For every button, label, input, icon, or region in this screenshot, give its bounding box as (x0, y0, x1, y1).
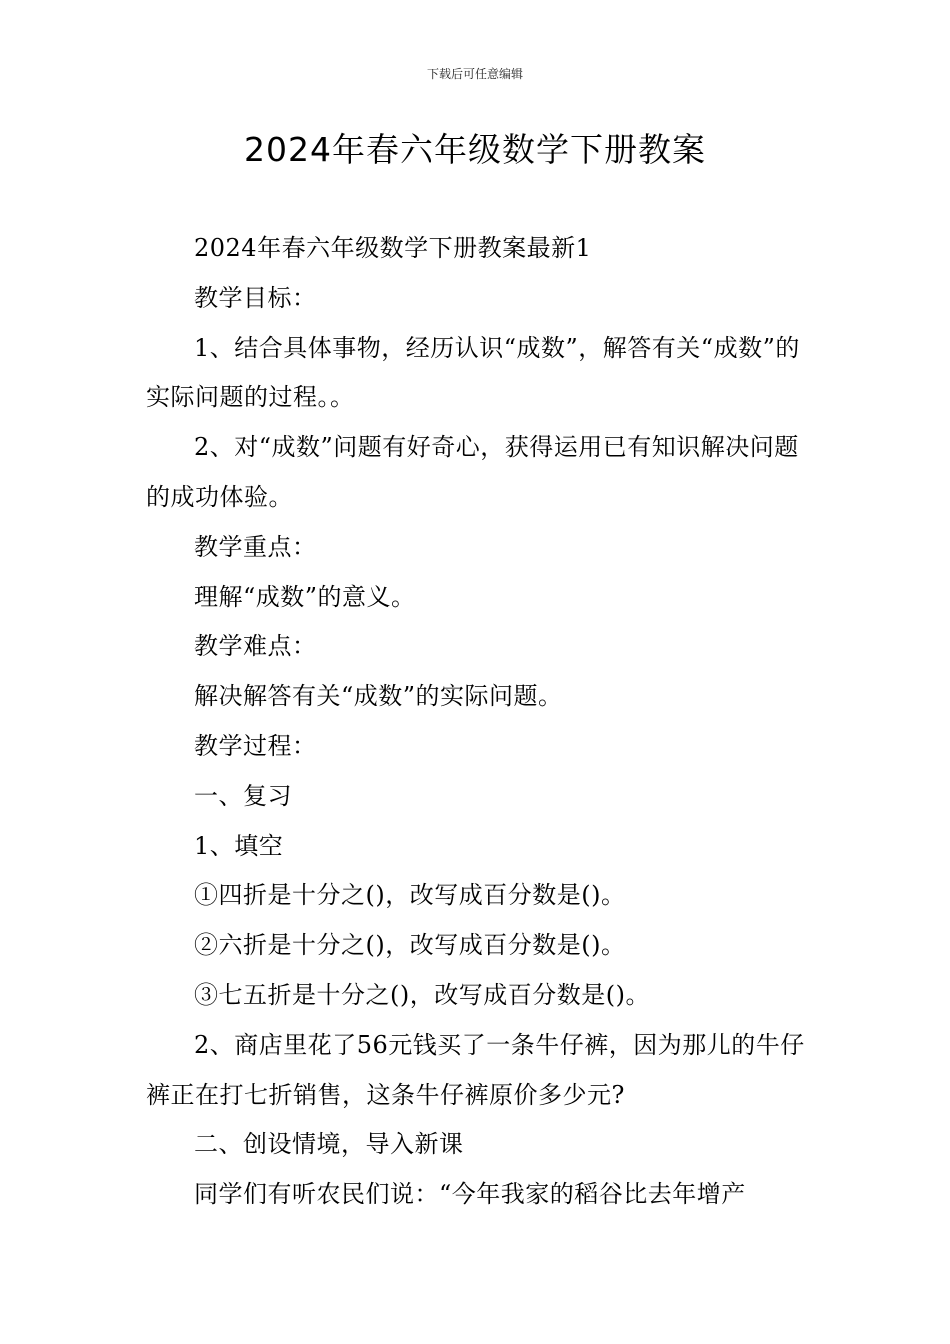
paragraph-objective-2: 2、对“成数”问题有好奇心，获得运用已有知识解决问题的成功体验。 (146, 433, 799, 511)
paragraph-key-point: 理解“成数”的意义。 (194, 582, 416, 611)
document-body (146, 224, 806, 1220)
paragraph-review-heading: 一、复习 (194, 781, 292, 810)
paragraph-fill-blank-heading: 1、填空 (194, 831, 284, 860)
paragraph-intro-text: 同学们有听农民们说：“今年我家的稻谷比去年增产 (194, 1180, 746, 1209)
paragraph-subtitle: 2024年春六年级数学下册教案最新1 (194, 234, 592, 262)
paragraph-fill-blank-1: ①四折是十分之()，改写成百分数是()。 (194, 881, 626, 910)
paragraph-difficulty: 解决解答有关“成数”的实际问题。 (194, 682, 563, 711)
page-header-note: 下载后可任意编辑 (426, 67, 523, 81)
paragraph-fill-blank-3: ③七五折是十分之()，改写成百分数是()。 (194, 980, 650, 1009)
paragraph-fill-blank-2: ②六折是十分之()，改写成百分数是()。 (194, 931, 626, 960)
paragraph-process-heading: 教学过程： (194, 731, 317, 760)
paragraph-intro-heading: 二、创设情境，导入新课 (194, 1130, 464, 1159)
document-title: 2024年春六年级数学下册教案 (244, 130, 706, 169)
paragraph-word-problem: 2、商店里花了56元钱买了一条牛仔裤，因为那儿的牛仔裤正在打七折销售，这条牛仔裤原价多少元? (146, 1030, 805, 1109)
paragraph-objectives-heading: 教学目标： (194, 283, 317, 312)
paragraph-objective-1: 1、结合具体事物，经历认识“成数”，解答有关“成数”的实际问题的过程。。 (146, 333, 800, 412)
paragraph-key-point-heading: 教学重点： (194, 532, 317, 561)
paragraph-difficulty-heading: 教学难点： (194, 632, 317, 661)
